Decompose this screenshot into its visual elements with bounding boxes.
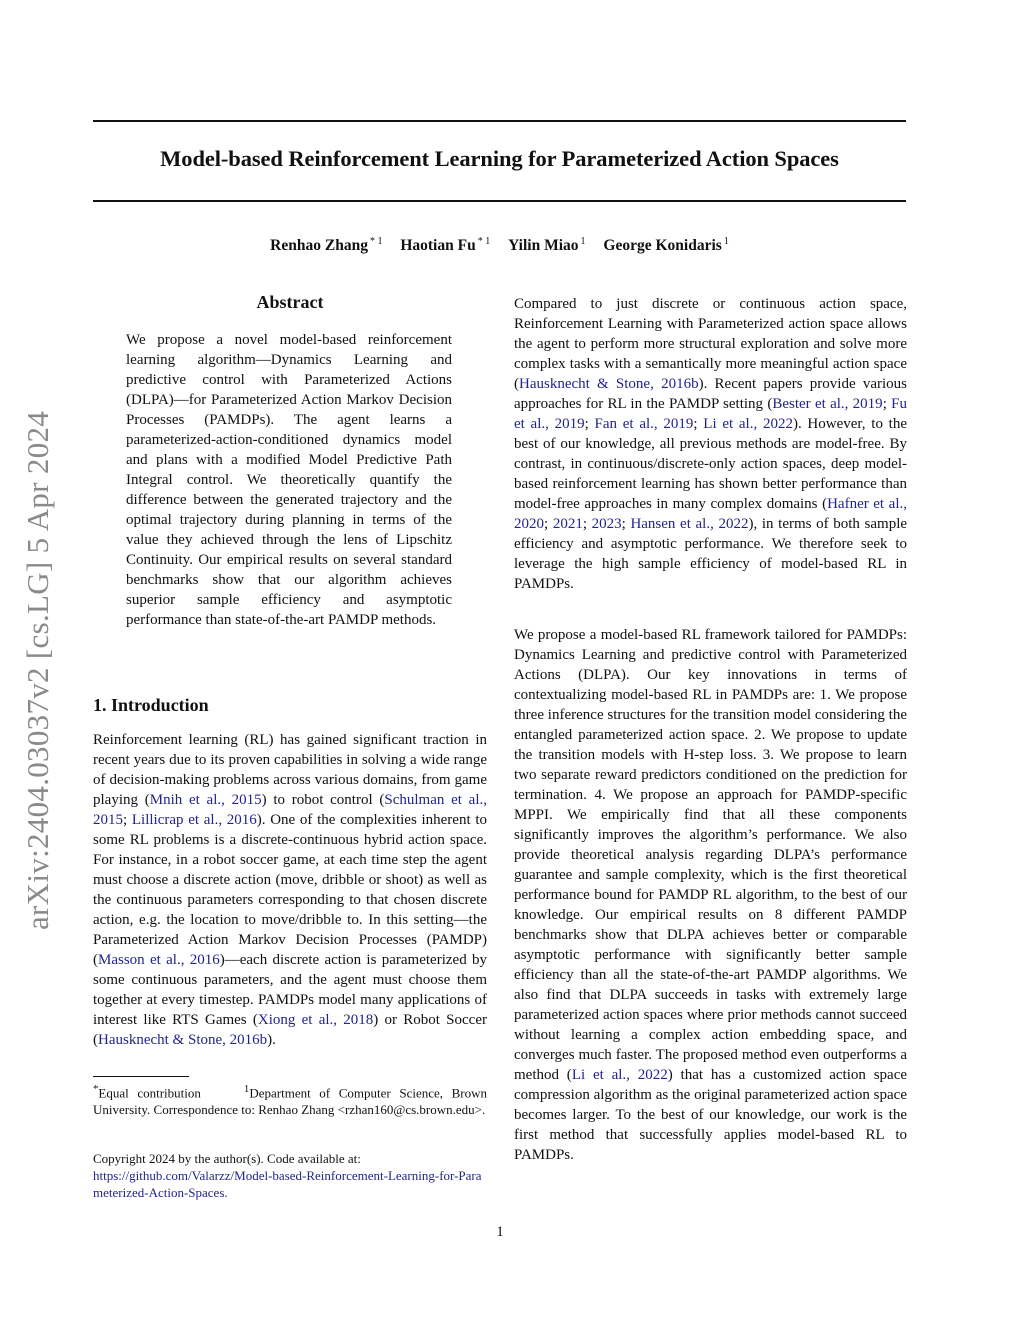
paragraph-text — [514, 625, 907, 1165]
arxiv-identifier-stamp: arXiv:2404.03037v2 [cs.LG] 5 Apr 2024 — [20, 410, 55, 930]
footnote-mark: * — [93, 1083, 99, 1095]
text-run: ) that has a customized action space compression algorithm as the original parameterized action space becomes larger. To the best of our knowledge, our work is the first method that successfully applies model-based RL to PAMDPs. — [514, 1067, 908, 1163]
paragraph-text — [514, 294, 907, 594]
citation-link[interactable]: Hansen et al., 2022 — [630, 516, 749, 532]
affiliation-mark: 1 — [580, 236, 586, 247]
text-run: Reinforcement learning (RL) has gained significant traction in recent years due to its proven capabilities in solving a wide range of decision-making problems across various domains, from game playing ( — [93, 732, 487, 808]
text-run: Compared to just discrete or continuous action space, Reinforcement Learning with Parameterized action space allows the agent to perform more structural exploration and solve more complex tasks with a semantically more meaningful action space ( — [514, 296, 907, 392]
text-run: ). However, to the best of our knowledge, all previous methods are model-free. By contrast, in continuous/discrete-only action spaces, deep model-based reinforcement learning has shown better performance than model-free approaches in many complex domains ( — [514, 416, 908, 512]
text-run: Equal contribution — [98, 1085, 201, 1101]
text-run: ; — [123, 812, 132, 828]
text-run: ) to robot control ( — [261, 792, 385, 808]
affiliation-mark: * 1 — [477, 236, 491, 247]
text-run: ). One of the complexities inherent to some RL problems is a discrete-continuous hybrid action space. For instance, in a robot soccer game, at each time step the agent must choose a discrete action (move, dribble or shoot) as well as the continuous parameters corresponding to that chosen discrete action, e.g. the location to move/dribble to. In this setting—the Parameterized Action Markov Decision Processes (PAMDP) ( — [93, 812, 487, 968]
author — [508, 237, 585, 254]
page-number: 1 — [496, 1224, 504, 1240]
text-run: ). — [267, 1032, 276, 1048]
author — [270, 237, 382, 254]
text-run: Copyright 2024 by the author(s). Code available at: — [93, 1151, 361, 1166]
affiliation-mark: * 1 — [369, 236, 383, 247]
abstract-body — [126, 330, 452, 630]
intro-paragraph-2 — [514, 294, 907, 594]
text-run: ; — [621, 516, 631, 532]
text-run: ; — [582, 516, 592, 532]
author-name: George Konidaris — [603, 237, 722, 255]
intro-paragraph-3 — [514, 625, 907, 1165]
author-list — [93, 236, 906, 255]
author-name: Renhao Zhang — [270, 237, 368, 255]
paper-title: Model-based Reinforcement Learning for Parameterized Action Spaces — [160, 146, 839, 171]
intro-paragraph-1 — [93, 730, 487, 1050]
citation-link[interactable]: Fu et al., 2019 — [514, 396, 907, 432]
text-run: )—each discrete action is parameterized by some continuous parameters, and the agent must choose them together at every timestep. PAMDPs model many applications of interest like RTS Games ( — [93, 952, 487, 1028]
citation-link[interactable]: 2021 — [552, 516, 583, 532]
citation-link[interactable]: Hafner et al., 2020 — [514, 496, 907, 532]
footnote-text — [93, 1081, 487, 1118]
paragraph-text — [93, 730, 487, 1050]
text-run: ) or Robot Soccer ( — [93, 1012, 487, 1048]
citation-link[interactable]: Fan et al., 2019 — [594, 416, 694, 432]
footnote-copyright — [93, 1150, 487, 1201]
citation-link[interactable]: Hausknecht & Stone, 2016b — [519, 376, 699, 392]
author — [400, 237, 490, 254]
footnote-rule — [93, 1076, 189, 1077]
title-bottom-rule — [93, 200, 906, 202]
text-run: ; — [882, 396, 892, 412]
citation-link[interactable]: Hausknecht & Stone, 2016b — [98, 1032, 268, 1048]
text-run: ; — [693, 416, 704, 432]
author-name: Yilin Miao — [508, 237, 579, 255]
author — [603, 237, 728, 254]
text-run: ; — [584, 416, 595, 432]
abstract-text: We propose a novel model-based reinforcement learning algorithm—Dynamics Learning and predictive control with Parameterized Actions (DLPA)—for Parameterized Action Markov Decision Processes (PAMDPs). The agent learns a parameterized-action-conditioned dynamics model and plans with a modified Model Predictive Path Integral control. We theoretically quantify the difference between the generated trajectory and the optimal trajectory during planning in terms of the value they achieved through the lens of Lipschitz Continuity. Our empirical results on several standard benchmarks show that our algorithm achieves superior sample efficiency and asymptotic performance than state-of-the-art PAMDP methods. — [126, 332, 452, 628]
citation-link[interactable]: Schulman et al., 2015 — [93, 792, 487, 828]
text-run: Department of Computer Science, Brown University. Correspondence to: Renhao Zhang <rzhan160@cs.brown.edu>. — [93, 1085, 488, 1118]
text-run: ). Recent papers provide various approaches for RL in the PAMDP setting ( — [514, 376, 907, 412]
abstract-heading: Abstract — [256, 292, 324, 312]
footnote-affiliations — [93, 1081, 487, 1118]
title-top-rule — [93, 120, 906, 122]
citation-link[interactable]: 2023 — [591, 516, 622, 532]
citation-link[interactable]: Li et al., 2022 — [571, 1067, 668, 1083]
affiliation-mark: 1 — [723, 236, 729, 247]
footnote-mark: 1 — [243, 1083, 250, 1095]
section-heading-introduction: 1. Introduction — [93, 695, 209, 715]
citation-link[interactable]: Bester et al., 2019 — [772, 396, 883, 412]
text-run: ), in terms of both sample efficiency and asymptotic performance. We therefore seek to leverage the high sample efficiency of model-based RL in PAMDPs. — [514, 516, 908, 592]
citation-link[interactable]: Lillicrap et al., 2016 — [131, 812, 257, 828]
citation-link[interactable]: Masson et al., 2016 — [98, 952, 220, 968]
citation-link[interactable]: Li et al., 2022 — [703, 416, 793, 432]
footnote-text — [93, 1150, 487, 1201]
code-repository-link[interactable]: https://github.com/Valarzz/Model-based-Reinforcement-Learning-for-Parameterized-Action-Spaces. — [93, 1168, 482, 1200]
text-run: ; — [544, 516, 553, 532]
text-run: We propose a model-based RL framework tailored for PAMDPs: Dynamics Learning and predictive control with Parameterized Actions (DLPA). Our key innovations in terms of contextualizing model-based RL in PAMDPs are: 1. We propose three inference structures for the transition model considering the entangled parameterized action space. 2. We propose to update the transition models with H-step loss. 3. We propose to learn two separate reward predictors conditioned on the prediction for termination. 4. We propose an approach for PAMDP-specific MPPI. We empirically find that all these components significantly improves the algorithm’s performance. We also provide theoretical analysis regarding DLPA’s performance guarantee and sample complexity, which is the first theoretical performance bound for PAMDP RL algorithm, to the best of our knowledge. Our empirical results on 8 different PAMDP benchmarks show that DLPA achieves better or comparable asymptotic performance with significantly better sample efficiency than all the state-of-the-art PAMDP algorithms. We also find that DLPA succeeds in tasks with extremely large parameterized action spaces where prior methods cannot succeed without learning a complex action embedding space, and converges much faster. The proposed method even outperforms a method ( — [514, 627, 907, 1083]
author-name: Haotian Fu — [400, 237, 476, 255]
citation-link[interactable]: Mnih et al., 2015 — [149, 792, 262, 808]
citation-link[interactable]: Xiong et al., 2018 — [257, 1012, 374, 1028]
